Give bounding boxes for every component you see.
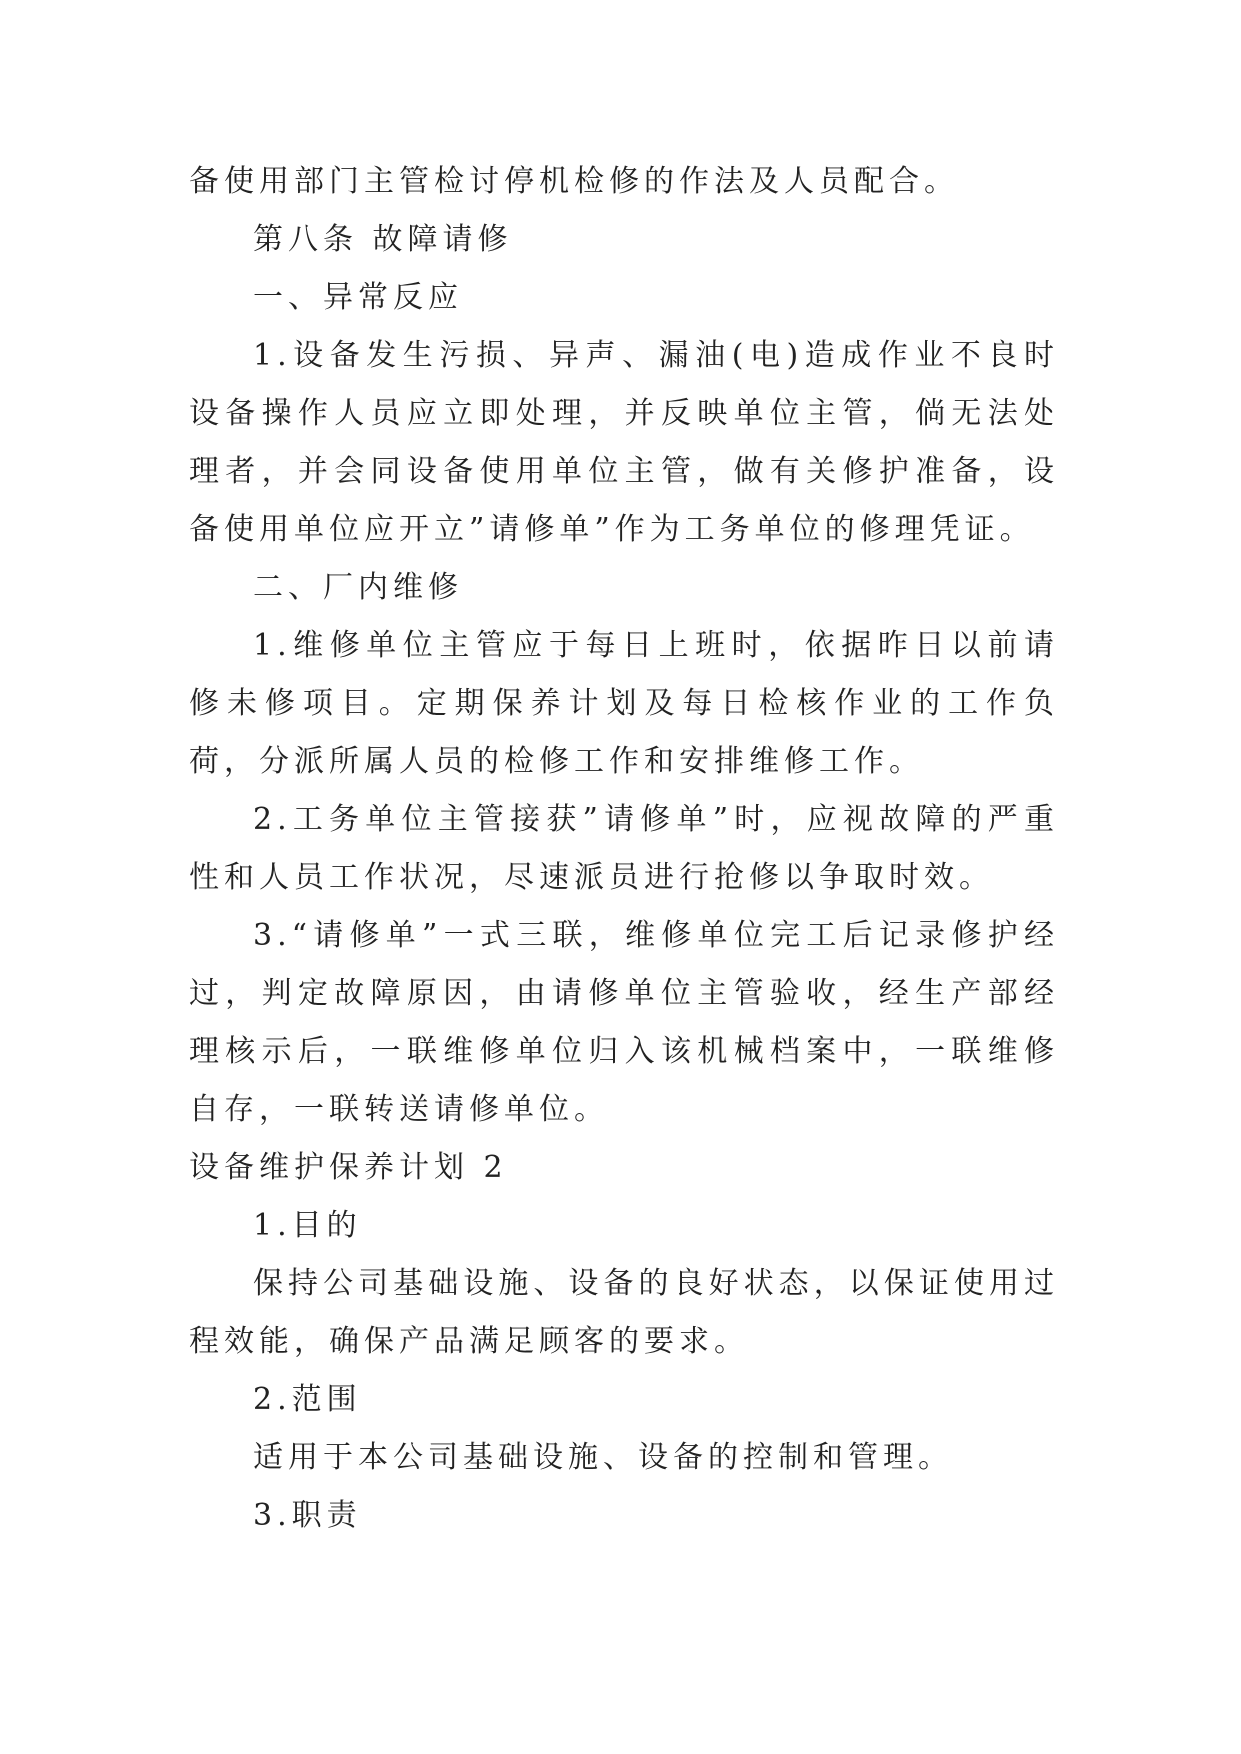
paragraph: 保持公司基础设施、设备的良好状态，以保证使用过程效能，确保产品满足顾客的要求。 xyxy=(189,1266,1059,1359)
paragraph: 适用于本公司基础设施、设备的控制和管理。 xyxy=(253,1440,953,1475)
paragraph: 1.维修单位主管应于每日上班时，依据昨日以前请修未修项目。定期保养计划及每日检核作业的工作负荷，分派所属人员的检修工作和安排维修工作。 xyxy=(189,628,1059,779)
subsection-heading: 1.目的 xyxy=(253,1208,362,1243)
subsection-heading: 3.职责 xyxy=(253,1498,362,1533)
article-heading: 第八条 故障请修 xyxy=(253,222,513,257)
section-heading: 一、异常反应 xyxy=(253,280,463,315)
subsection-heading: 2.范围 xyxy=(253,1382,362,1417)
paragraph: 1.设备发生污损、异声、漏油(电)造成作业不良时设备操作人员应立即处理，并反映单位主管，倘无法处理者，并会同设备使用单位主管，做有关修护准备，设备使用单位应开立”请修单”作为工务单位的修理凭证。 xyxy=(189,338,1059,547)
paragraph: 2.工务单位主管接获”请修单”时，应视故障的严重性和人员工作状况，尽速派员进行抢修以争取时效。 xyxy=(189,802,1059,895)
section-heading: 二、厂内维修 xyxy=(253,570,463,605)
document-body xyxy=(189,153,1059,1545)
paragraph: 3.“请修单”一式三联，维修单位完工后记录修护经过，判定故障原因，由请修单位主管验收，经生产部经理核示后，一联维修单位归入该机械档案中，一联维修自存，一联转送请修单位。 xyxy=(189,918,1059,1127)
paragraph-continuation: 备使用部门主管检讨停机检修的作法及人员配合。 xyxy=(189,164,959,199)
document-title: 设备维护保养计划 2 xyxy=(189,1150,508,1185)
